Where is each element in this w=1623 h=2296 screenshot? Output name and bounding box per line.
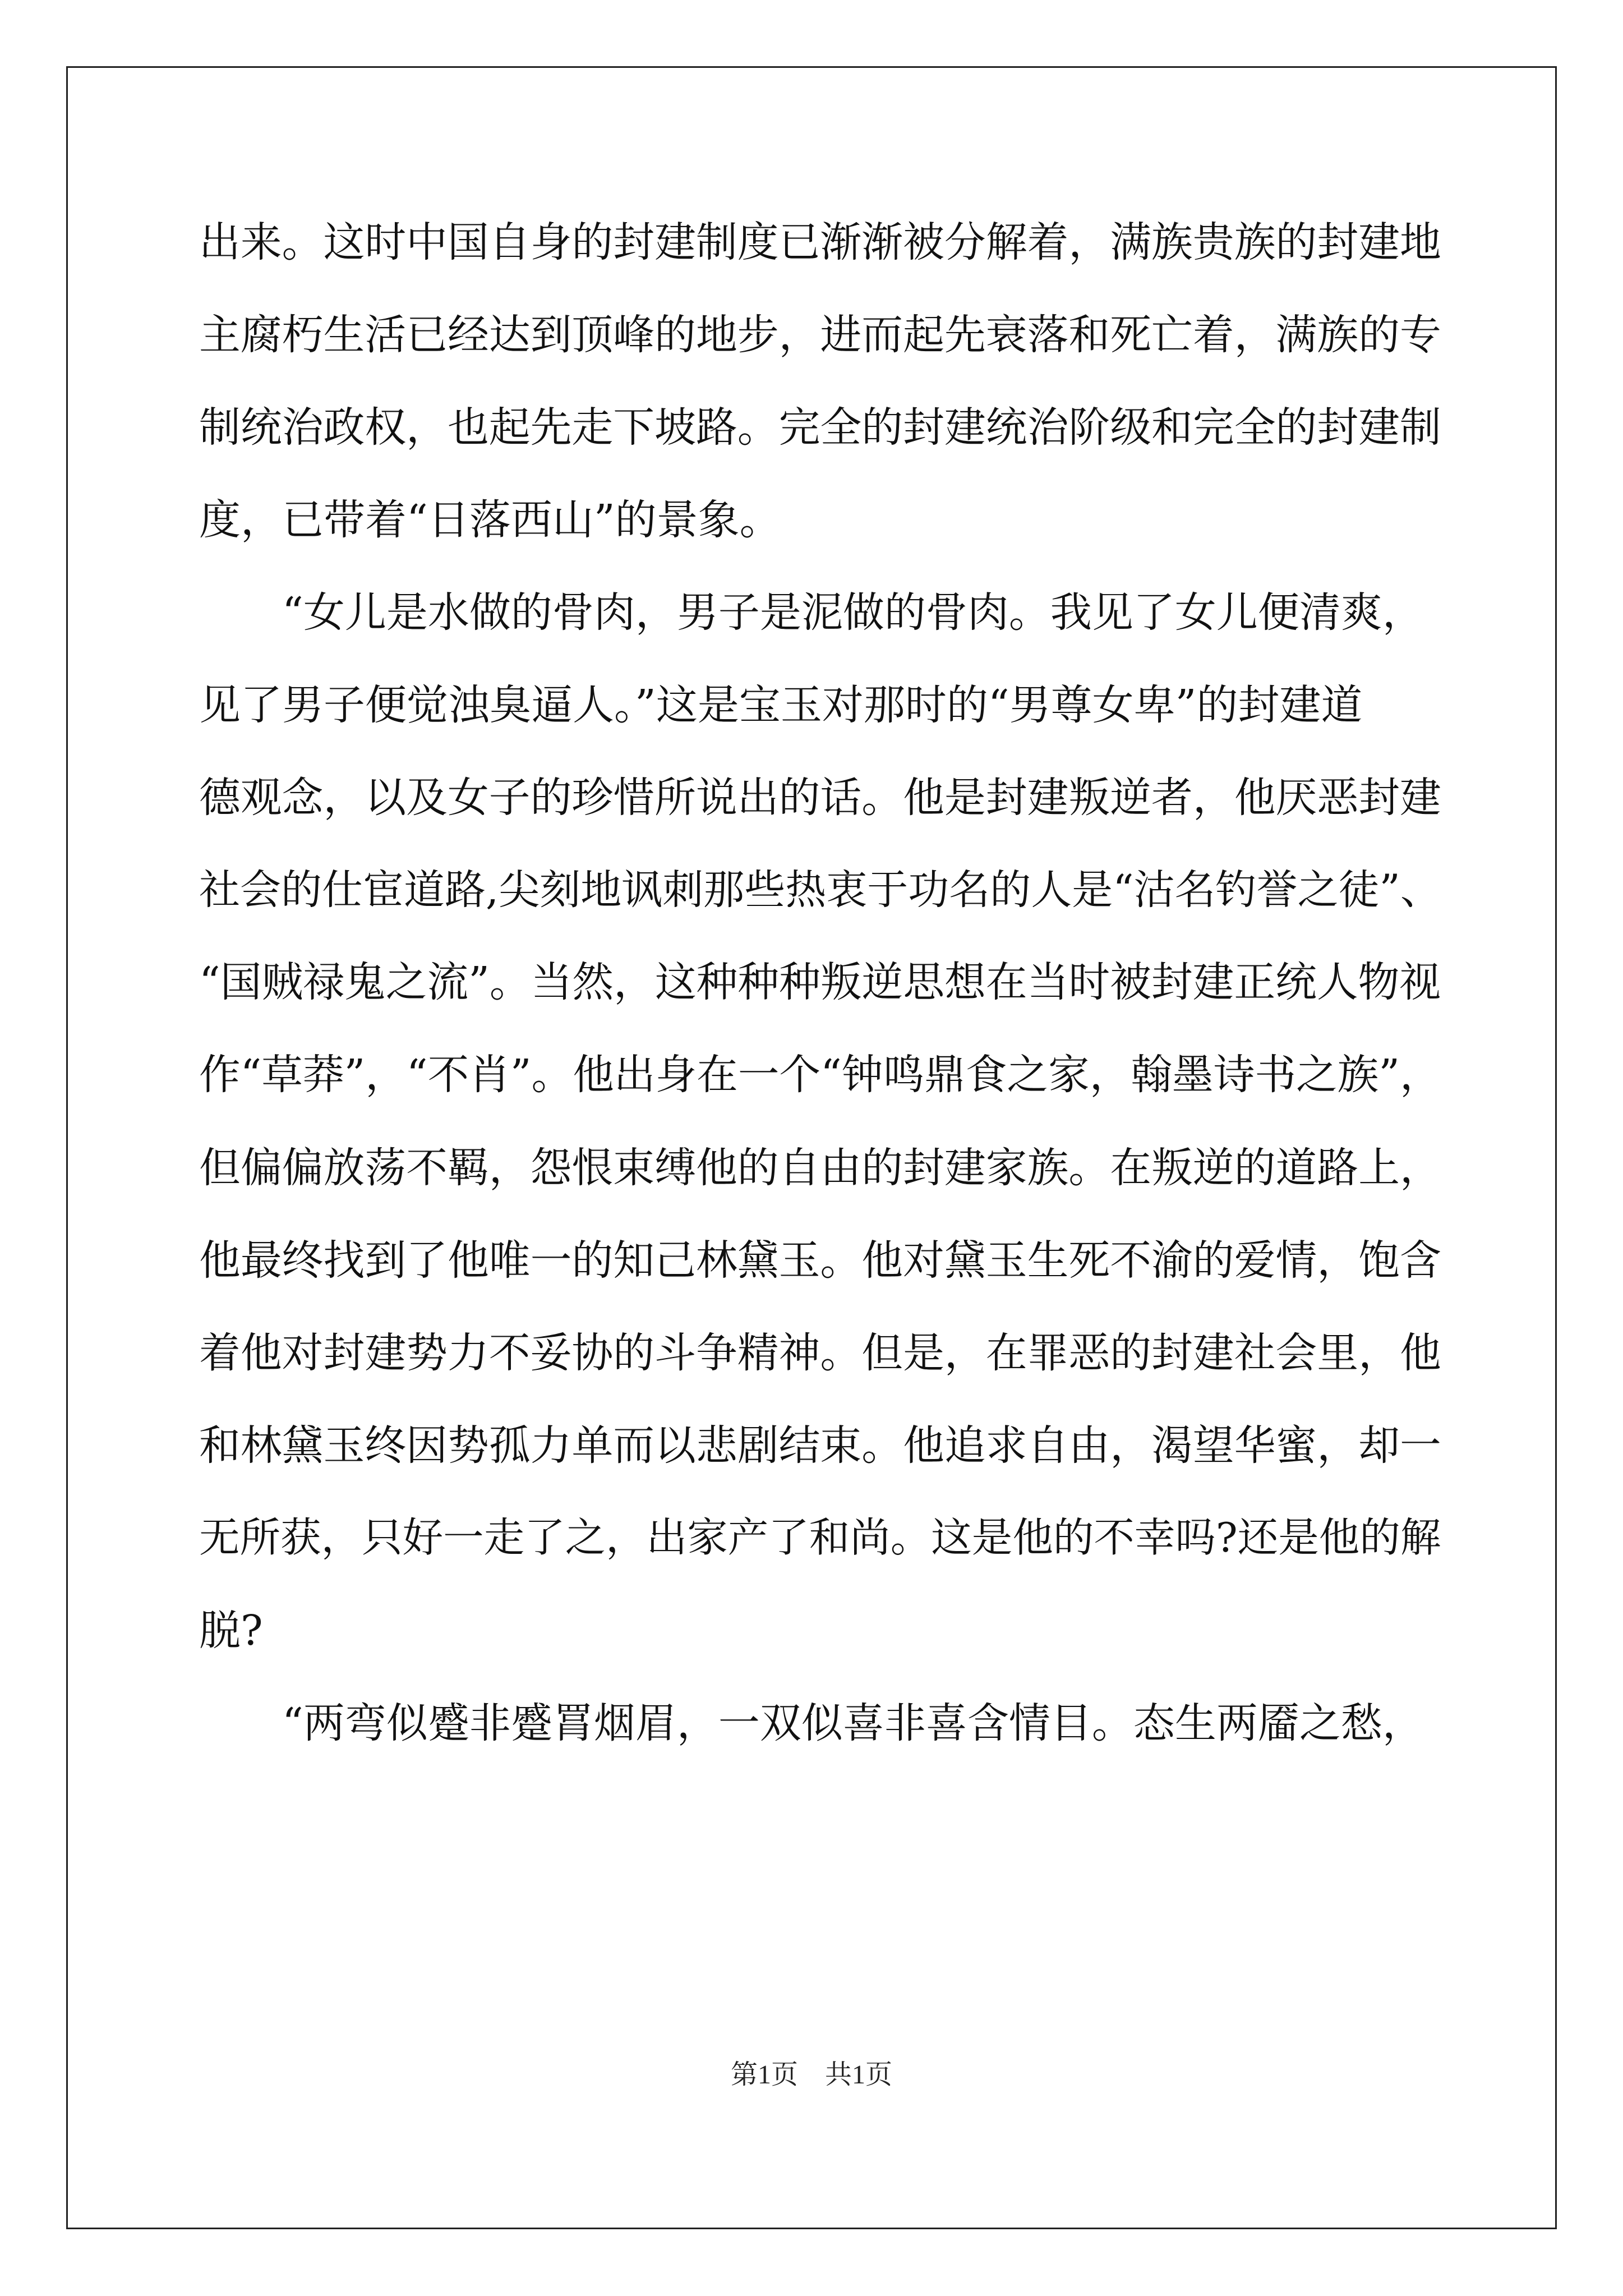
text-line: 主腐朽生活已经达到顶峰的地步，进而起先衰落和死亡着，满族的专 bbox=[199, 311, 1441, 359]
text-line: 度，已带着“日落西山”的景象。 bbox=[199, 496, 781, 544]
text-line: 作“草莽”，“不肖”。他出身在一个“钟鸣鼎食之家，翰墨诗书之族”， bbox=[199, 1051, 1441, 1099]
text-line: “女儿是水做的骨肉，男子是泥做的骨肉。我见了女儿便清爽， bbox=[199, 588, 1424, 637]
text-line: “国贼禄鬼之流”。当然，这种种种叛逆思想在当时被封建正统人物视 bbox=[199, 959, 1441, 1006]
text-line: 社会的仕宦道路,尖刻地讽刺那些热衷于功名的人是“沽名钓誉之徒”、 bbox=[199, 866, 1441, 914]
text-line: 但偏偏放荡不羁，怨恨束缚他的自由的封建家族。在叛逆的道路上， bbox=[199, 1144, 1441, 1192]
text-line: 出来。这时中国自身的封建制度已渐渐被分解着，满族贵族的封建地 bbox=[199, 218, 1441, 266]
text-line: 无所获，只好一走了之，出家产了和尚。这是他的不幸吗?还是他的解 bbox=[199, 1515, 1441, 1562]
text-line: 德观念，以及女子的珍惜所说出的话。他是封建叛逆者，他厌恶封建 bbox=[199, 774, 1441, 822]
text-line: 脱? bbox=[199, 1607, 263, 1655]
text-line: “两弯似蹙非蹙罥烟眉，一双似喜非喜含情目。态生两靥之愁， bbox=[199, 1699, 1424, 1747]
page-number: 第1页 共1页 bbox=[730, 2060, 892, 2090]
text-line: 制统治政权，也起先走下坡路。完全的封建统治阶级和完全的封建制 bbox=[199, 403, 1441, 452]
text-line: 着他对封建势力不妥协的斗争精神。但是，在罪恶的封建社会里，他 bbox=[199, 1329, 1441, 1377]
text-line: 和林黛玉终因势孤力单而以悲剧结束。他追求自由，渴望华蜜，却一 bbox=[199, 1421, 1441, 1470]
text-line: 见了男子便觉浊臭逼人。”这是宝玉对那时的“男尊女卑”的封建道 bbox=[199, 681, 1363, 729]
text-line: 他最终找到了他唯一的知己林黛玉。他对黛玉生死不渝的爱情，饱含 bbox=[199, 1236, 1441, 1285]
